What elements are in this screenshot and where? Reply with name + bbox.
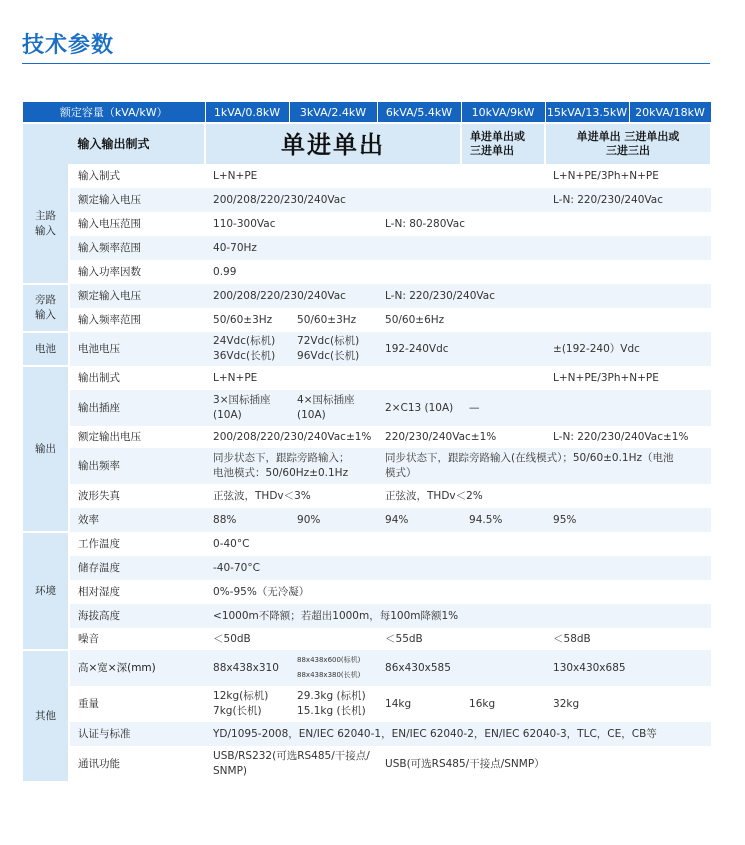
cell-value: 14kg: [377, 686, 461, 722]
cell-value: L+N+PE: [205, 366, 545, 390]
cell-value: L-N: 80-280Vac: [377, 212, 711, 236]
capacity-header-label: 额定容量（kVA/kW）: [23, 102, 205, 123]
cell-value: 88x438x600(标机) 88x438x380(长机): [289, 650, 377, 686]
row-label: 电池电压: [69, 332, 205, 366]
cell-value: 同步状态下，跟踪旁路输入(在线模式）；50/60±0.1Hz（电池 模式）: [377, 448, 711, 484]
cell-value: L-N: 220/230/240Vac±1%: [545, 426, 711, 448]
cell-value: 110-300Vac: [205, 212, 377, 236]
table-row: [23, 604, 711, 628]
cell-value: 94%: [377, 508, 461, 532]
cell-value: 16kg: [461, 686, 545, 722]
cell-value: 90%: [289, 508, 377, 532]
row-label: 高×宽×深(mm): [69, 650, 205, 686]
row-label: 输出制式: [69, 366, 205, 390]
table-row: [23, 686, 711, 722]
table-row: [23, 236, 711, 260]
capacity-15kva: 15kVA/13.5kW: [545, 102, 629, 123]
cell-value: 50/60±3Hz: [205, 308, 289, 332]
cell-value: L+N+PE/3Ph+N+PE: [545, 366, 711, 390]
capacity-6kva: 6kVA/5.4kW: [377, 102, 461, 123]
group-environment: 环境: [23, 532, 69, 650]
table-row: [23, 746, 711, 782]
cell-value: 72Vdc(标机) 96Vdc(长机): [289, 332, 377, 366]
cell-value: 200/208/220/230/240Vac: [205, 188, 545, 212]
row-label: 输出频率: [69, 448, 205, 484]
cell-value: 192-240Vdc: [377, 332, 545, 366]
row-label: 工作温度: [69, 532, 205, 556]
capacity-3kva: 3kVA/2.4kW: [289, 102, 377, 123]
cell-value: 130x430x685: [545, 650, 711, 686]
cell-value: ±(192-240）Vdc: [545, 332, 711, 366]
table-row: [23, 308, 711, 332]
cell-value: 94.5%: [461, 508, 545, 532]
cell-value: 4×国标插座 (10A): [289, 390, 377, 426]
cell-value: 0-40°C: [205, 532, 711, 556]
cell-value: <1000m不降额；若超出1000m，每100m降额1%: [205, 604, 711, 628]
cell-value: ＜50dB: [205, 628, 377, 650]
cell-value: 32kg: [545, 686, 711, 722]
cell-value: L-N: 220/230/240Vac: [377, 284, 711, 308]
row-label: 额定输入电压: [69, 284, 205, 308]
cell-value: ＜55dB: [377, 628, 545, 650]
row-label: 通讯功能: [69, 746, 205, 782]
cell-value: L-N: 220/230/240Vac: [545, 188, 711, 212]
cell-value: 200/208/220/230/240Vac±1%: [205, 426, 377, 448]
table-row: [23, 426, 711, 448]
table-row: [23, 628, 711, 650]
io-mode-label: 输入输出制式: [23, 123, 205, 164]
group-main-input: 主路 输入: [23, 164, 69, 284]
page-title: 技术参数: [22, 33, 115, 58]
row-label: 输出插座: [69, 390, 205, 426]
table-row: [23, 284, 711, 308]
row-label: 输入功率因数: [69, 260, 205, 284]
row-label: 重量: [69, 686, 205, 722]
table-row: [23, 484, 711, 508]
cell-value: 2×C13 (10A): [377, 390, 461, 426]
cell-value: L+N+PE/3Ph+N+PE: [545, 164, 711, 188]
table-row: [23, 260, 711, 284]
io-mode-15-20kva: 单进单出 三进单出或 三进三出: [545, 123, 711, 164]
cell-value: 正弦波，THDv＜3%: [205, 484, 377, 508]
io-mode-10kva: 单进单出或 三进单出: [461, 123, 545, 164]
table-row: [23, 332, 711, 366]
row-label: 输入制式: [69, 164, 205, 188]
capacity-10kva: 10kVA/9kW: [461, 102, 545, 123]
row-label: 储存温度: [69, 556, 205, 580]
cell-value: USB(可选RS485/干接点/SNMP）: [377, 746, 711, 782]
cell-value: 40-70Hz: [205, 236, 711, 260]
cell-value: 95%: [545, 508, 711, 532]
row-label: 认证与标准: [69, 722, 205, 746]
table-row: [23, 164, 711, 188]
table-row: [23, 532, 711, 556]
table-row: [23, 366, 711, 390]
io-mode-single: 单进单出: [205, 123, 461, 164]
row-label: 噪音: [69, 628, 205, 650]
group-output: 输出: [23, 366, 69, 532]
table-row: [23, 556, 711, 580]
table-row: [23, 508, 711, 532]
cell-value: 50/60±3Hz: [289, 308, 377, 332]
cell-value: 29.3kg (标机) 15.1kg (长机): [289, 686, 377, 722]
cell-value: -40-70°C: [205, 556, 711, 580]
capacity-20kva: 20kVA/18kW: [629, 102, 711, 123]
cell-value: L+N+PE: [205, 164, 545, 188]
cell-value: 220/230/240Vac±1%: [377, 426, 545, 448]
title-divider: [22, 63, 710, 64]
cell-value: YD/1095-2008，EN/IEC 62040-1，EN/IEC 62040-2，EN/IEC 62040-3，TLC，CE，CB等: [205, 722, 711, 746]
cell-value: 同步状态下，跟踪旁路输入； 电池模式：50/60Hz±0.1Hz: [205, 448, 377, 484]
group-battery: 电池: [23, 332, 69, 366]
cell-value: 86x430x585: [377, 650, 545, 686]
io-mode-row: [23, 123, 711, 164]
capacity-header-row: [23, 102, 711, 123]
spec-table: [23, 102, 712, 783]
row-label: 相对湿度: [69, 580, 205, 604]
table-row: [23, 722, 711, 746]
group-bypass-input: 旁路 输入: [23, 284, 69, 332]
row-label: 输入频率范围: [69, 308, 205, 332]
cell-value: 0.99: [205, 260, 711, 284]
cell-value: 88%: [205, 508, 289, 532]
cell-value: 50/60±6Hz: [377, 308, 711, 332]
row-label: 海拔高度: [69, 604, 205, 628]
row-label: 额定输入电压: [69, 188, 205, 212]
row-label: 额定输出电压: [69, 426, 205, 448]
table-row: [23, 212, 711, 236]
table-row: [23, 390, 711, 426]
cell-value: 0%-95%（无冷凝）: [205, 580, 711, 604]
cell-value: 24Vdc(标机) 36Vdc(长机): [205, 332, 289, 366]
table-row: [23, 448, 711, 484]
cell-value: 88x438x310: [205, 650, 289, 686]
cell-value: —: [461, 390, 711, 426]
cell-value: 12kg(标机) 7kg(长机): [205, 686, 289, 722]
group-other: 其他: [23, 650, 69, 782]
table-row: [23, 580, 711, 604]
row-label: 输入电压范围: [69, 212, 205, 236]
capacity-1kva: 1kVA/0.8kW: [205, 102, 289, 123]
table-row: [23, 188, 711, 212]
cell-value: 200/208/220/230/240Vac: [205, 284, 377, 308]
row-label: 输入频率范围: [69, 236, 205, 260]
cell-value: USB/RS232(可选RS485/干接点/ SNMP): [205, 746, 377, 782]
row-label: 效率: [69, 508, 205, 532]
table-row: [23, 650, 711, 686]
cell-value: 3×国标插座 (10A): [205, 390, 289, 426]
cell-value: ＜58dB: [545, 628, 711, 650]
row-label: 波形失真: [69, 484, 205, 508]
cell-value: 正弦波，THDv＜2%: [377, 484, 711, 508]
